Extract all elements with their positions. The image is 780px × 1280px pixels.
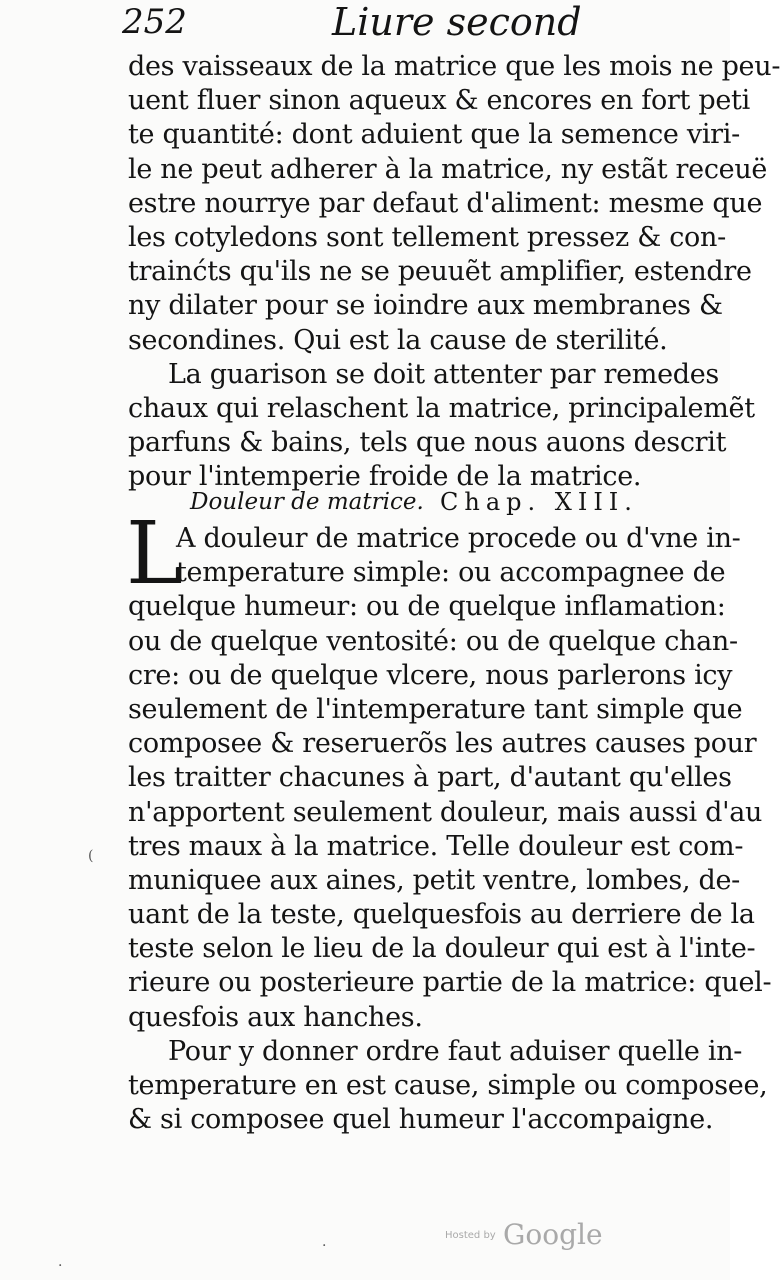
text-line: secondines. Qui est la cause de sterilité.: [128, 324, 668, 356]
hosted-by-label: Hosted by: [445, 1230, 496, 1241]
text-line: les traitter chacunes à part, d'autant qu'elles: [128, 762, 732, 794]
text-line: chaux qui relaschent la matrice, principalemẽt: [128, 392, 755, 424]
text-line: seulement de l'intemperature tant simple que: [128, 693, 743, 725]
text-line: Pour y donner ordre faut aduiser quelle in-: [168, 1035, 743, 1067]
text-block-top: [128, 50, 780, 494]
text-block-bottom: [126, 504, 772, 1137]
text-line: ny dilater pour se ioindre aux membranes &: [128, 290, 723, 322]
google-logo: Google: [503, 1218, 603, 1251]
text-line: trainćts qu'ils ne se peuuẽt amplifier, estendre: [128, 256, 752, 288]
text-line: temperature simple: ou accompagnee de: [176, 557, 726, 589]
running-title: Liure second: [332, 0, 582, 44]
text-line: La guarison se doit attenter par remedes: [168, 358, 719, 390]
margin-mark: ·: [322, 1238, 327, 1254]
text-line: uant de la teste, quelquesfois au derriere de la: [128, 899, 755, 931]
text-line: des vaisseaux de la matrice que les mois ne peu-: [128, 51, 780, 82]
chapter-title: Douleur de matrice.: [190, 489, 424, 515]
text-line: rieure ou posterieure partie de la matrice: quel-: [128, 967, 772, 999]
text-line: le ne peut adherer à la matrice, ny estãt receuë: [128, 153, 768, 185]
text-line: quelque humeur: ou de quelque inflamation:: [128, 591, 726, 623]
margin-mark: ·: [58, 1258, 63, 1274]
text-line: teste selon le lieu de la douleur qui est à l'inte-: [128, 933, 756, 965]
text-line: tres maux à la matrice. Telle douleur est com-: [128, 830, 744, 862]
text-line: pour l'intemperie froide de la matrice.: [128, 461, 642, 493]
text-line: cre: ou de quelque vlcere, nous parlerons icy: [128, 659, 733, 691]
text-line: les cotyledons sont tellement pressez & con-: [128, 221, 726, 253]
text-line: temperature en est cause, simple ou composee,: [128, 1070, 768, 1101]
page-header: [122, 0, 682, 44]
text-line: uent fluer sinon aqueux & encores en fort peti: [128, 85, 750, 117]
google-watermark: [445, 1218, 605, 1254]
text-line: muniquee aux aines, petit ventre, lombes, de-: [128, 864, 741, 896]
text-line: ou de quelque ventosité: ou de quelque chan-: [128, 625, 738, 657]
text-line: parfuns & bains, tels que nous auons descrit: [128, 427, 727, 459]
text-line: composee & reseruerõs les autres causes pour: [128, 728, 757, 760]
text-line: te quantité: dont aduient que la semence viri-: [128, 119, 740, 151]
text-line: estre nourrye par defaut d'aliment: mesme que: [128, 187, 763, 219]
text-line: n'apportent seulement douleur, mais aussi d'au: [128, 796, 763, 828]
drop-cap: L: [126, 504, 184, 604]
text-line: & si composee quel humeur l'accompaigne.: [128, 1104, 714, 1136]
page-number: 252: [122, 2, 187, 42]
margin-mark: (: [88, 848, 94, 864]
text-line: A douleur de matrice procede ou d'vne in-: [176, 523, 741, 554]
chapter-label: Chap. XIII.: [440, 488, 638, 516]
text-line: quesfois aux hanches.: [128, 1001, 423, 1033]
chapter-heading: [190, 486, 670, 518]
